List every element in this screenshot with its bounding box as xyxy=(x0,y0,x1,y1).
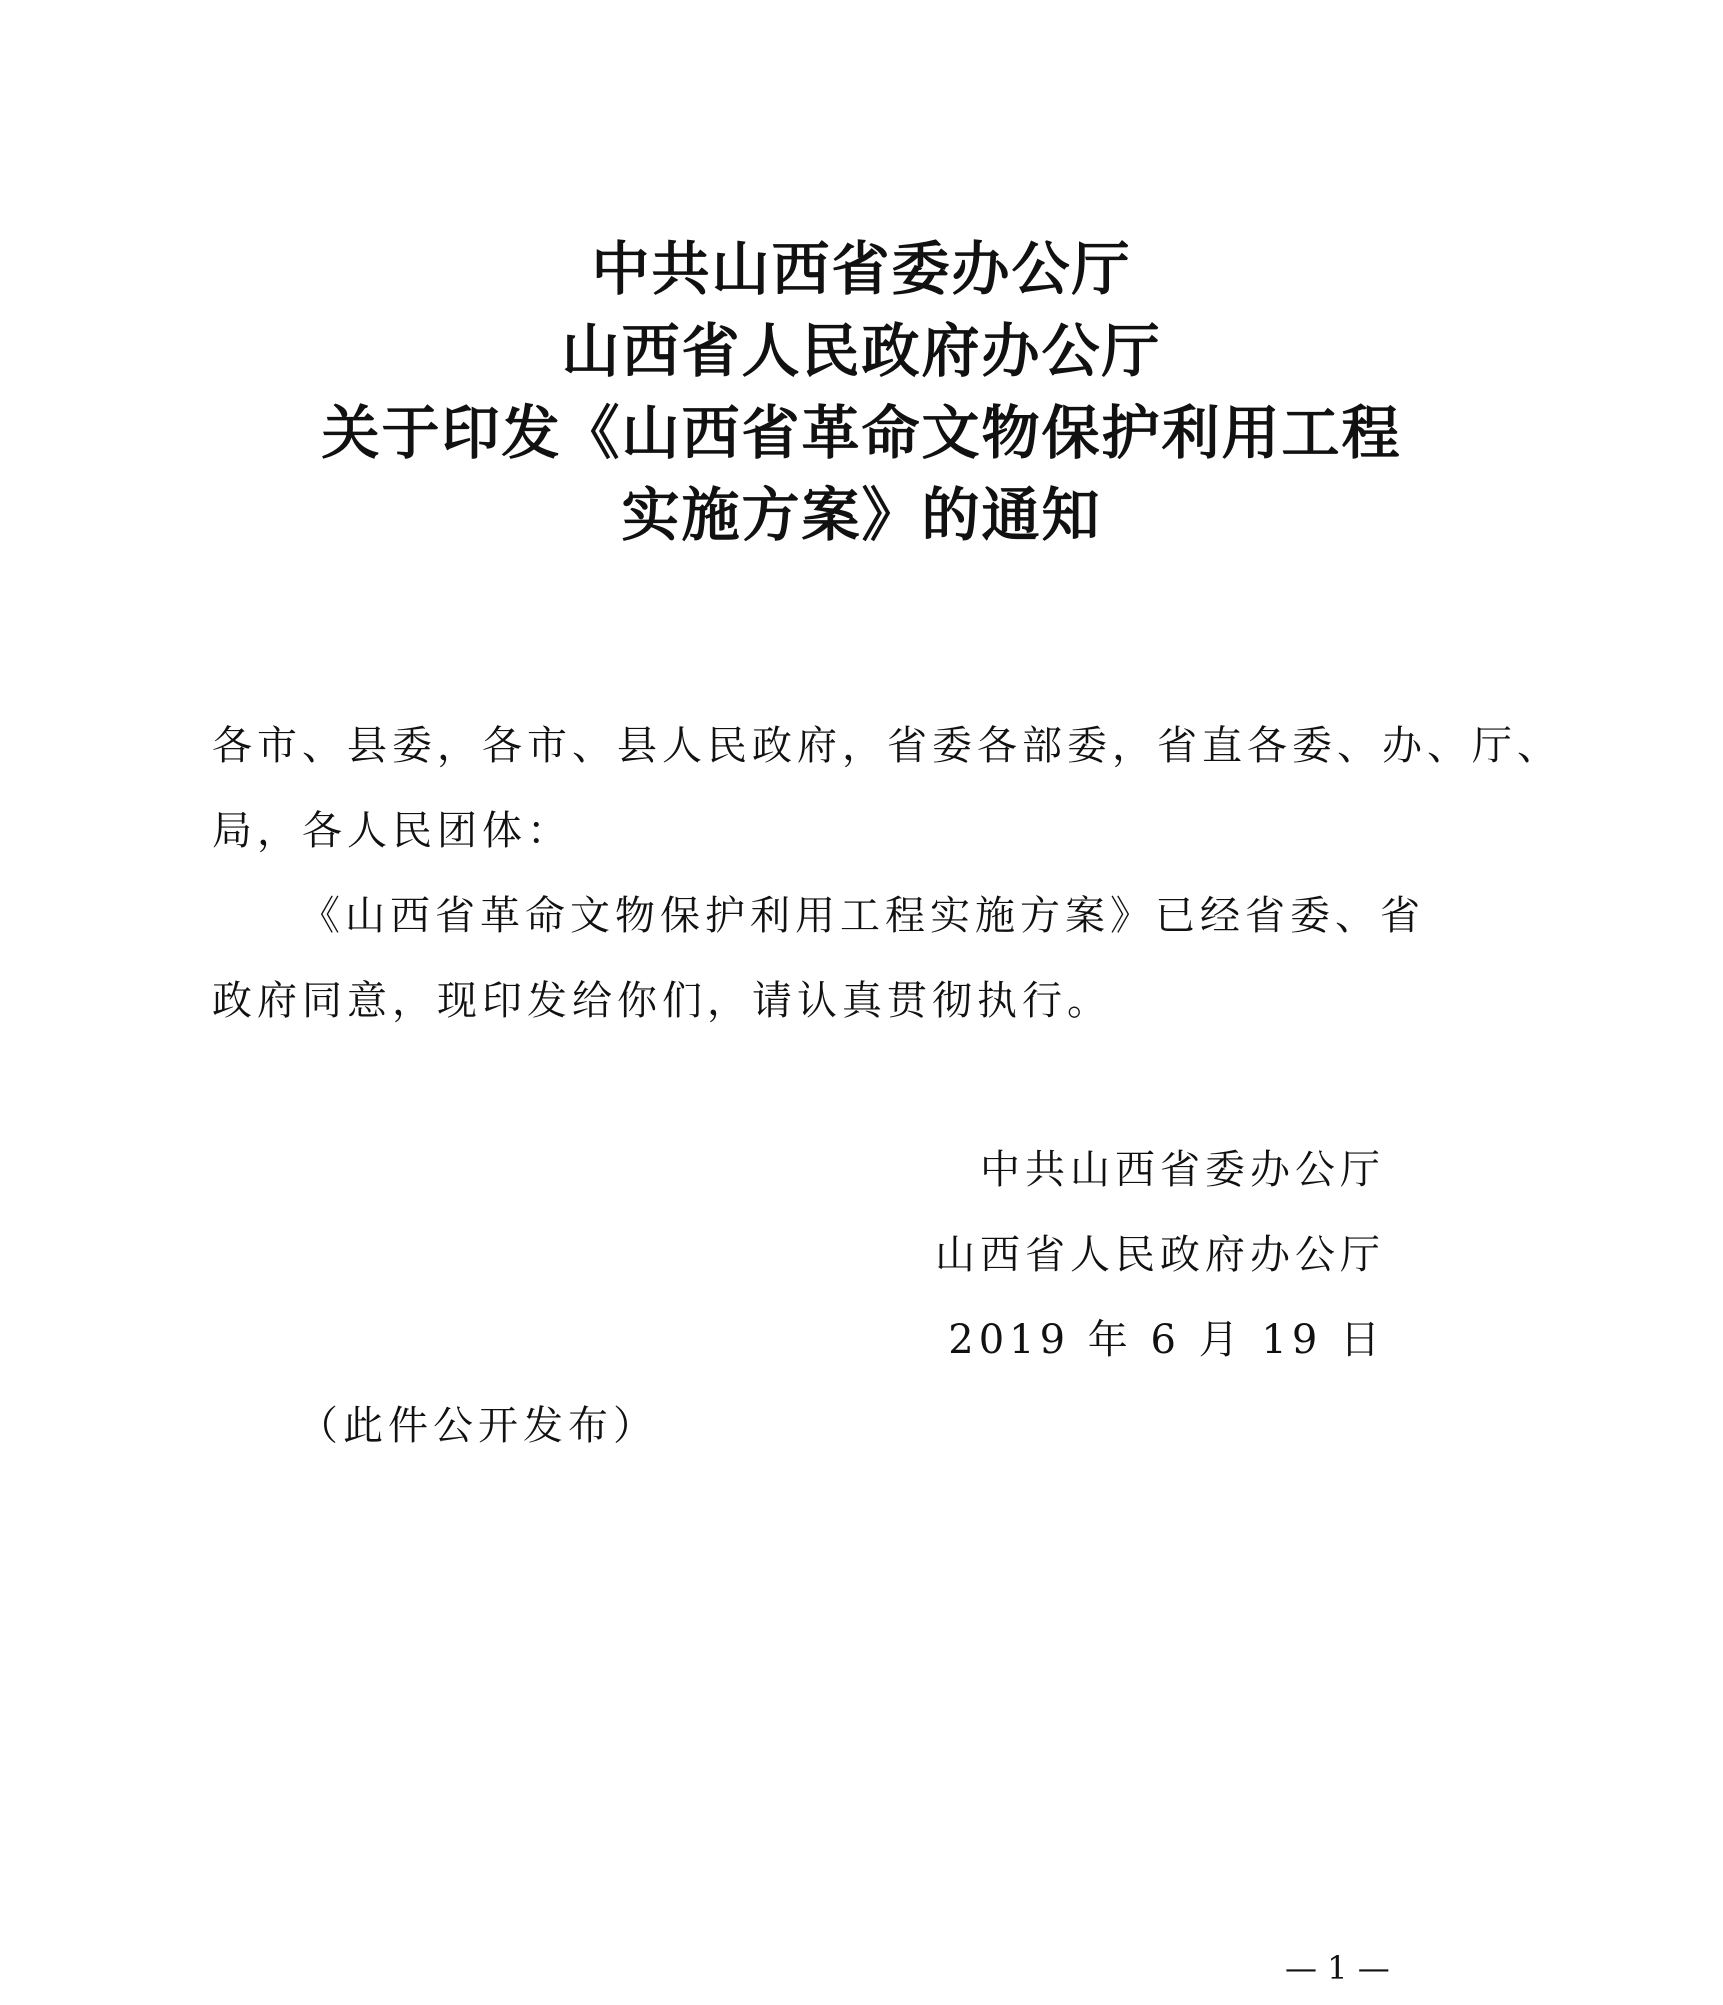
page-number: — 1 — xyxy=(1285,1949,1390,1987)
title-line-2: 山西省人民政府办公厅 xyxy=(561,317,1162,385)
title-line-4: 实施方案》的通知 xyxy=(621,481,1102,549)
document-title xyxy=(0,228,1723,556)
publication-note: （此件公开发布） xyxy=(298,1403,658,1449)
title-line-1: 中共山西省委办公厅 xyxy=(591,235,1132,303)
body-paragraph-line-2: 政府同意，现印发给你们，请认真贯彻执行。 xyxy=(212,978,1112,1024)
signatory-1: 中共山西省委办公厅 xyxy=(980,1147,1385,1193)
addressee-line-1: 各市、县委，各市、县人民政府，省委各部委，省直各委、办、厅、 xyxy=(212,723,1562,769)
document-date: 2019 年 6 月 19 日 xyxy=(948,1317,1385,1363)
signatory-2: 山西省人民政府办公厅 xyxy=(935,1232,1385,1278)
title-line-3: 关于印发《山西省革命文物保护利用工程 xyxy=(321,399,1402,467)
body-paragraph-line-1: 《山西省革命文物保护利用工程实施方案》已经省委、省 xyxy=(300,893,1425,939)
addressee-line-2: 局，各人民团体： xyxy=(212,808,572,854)
